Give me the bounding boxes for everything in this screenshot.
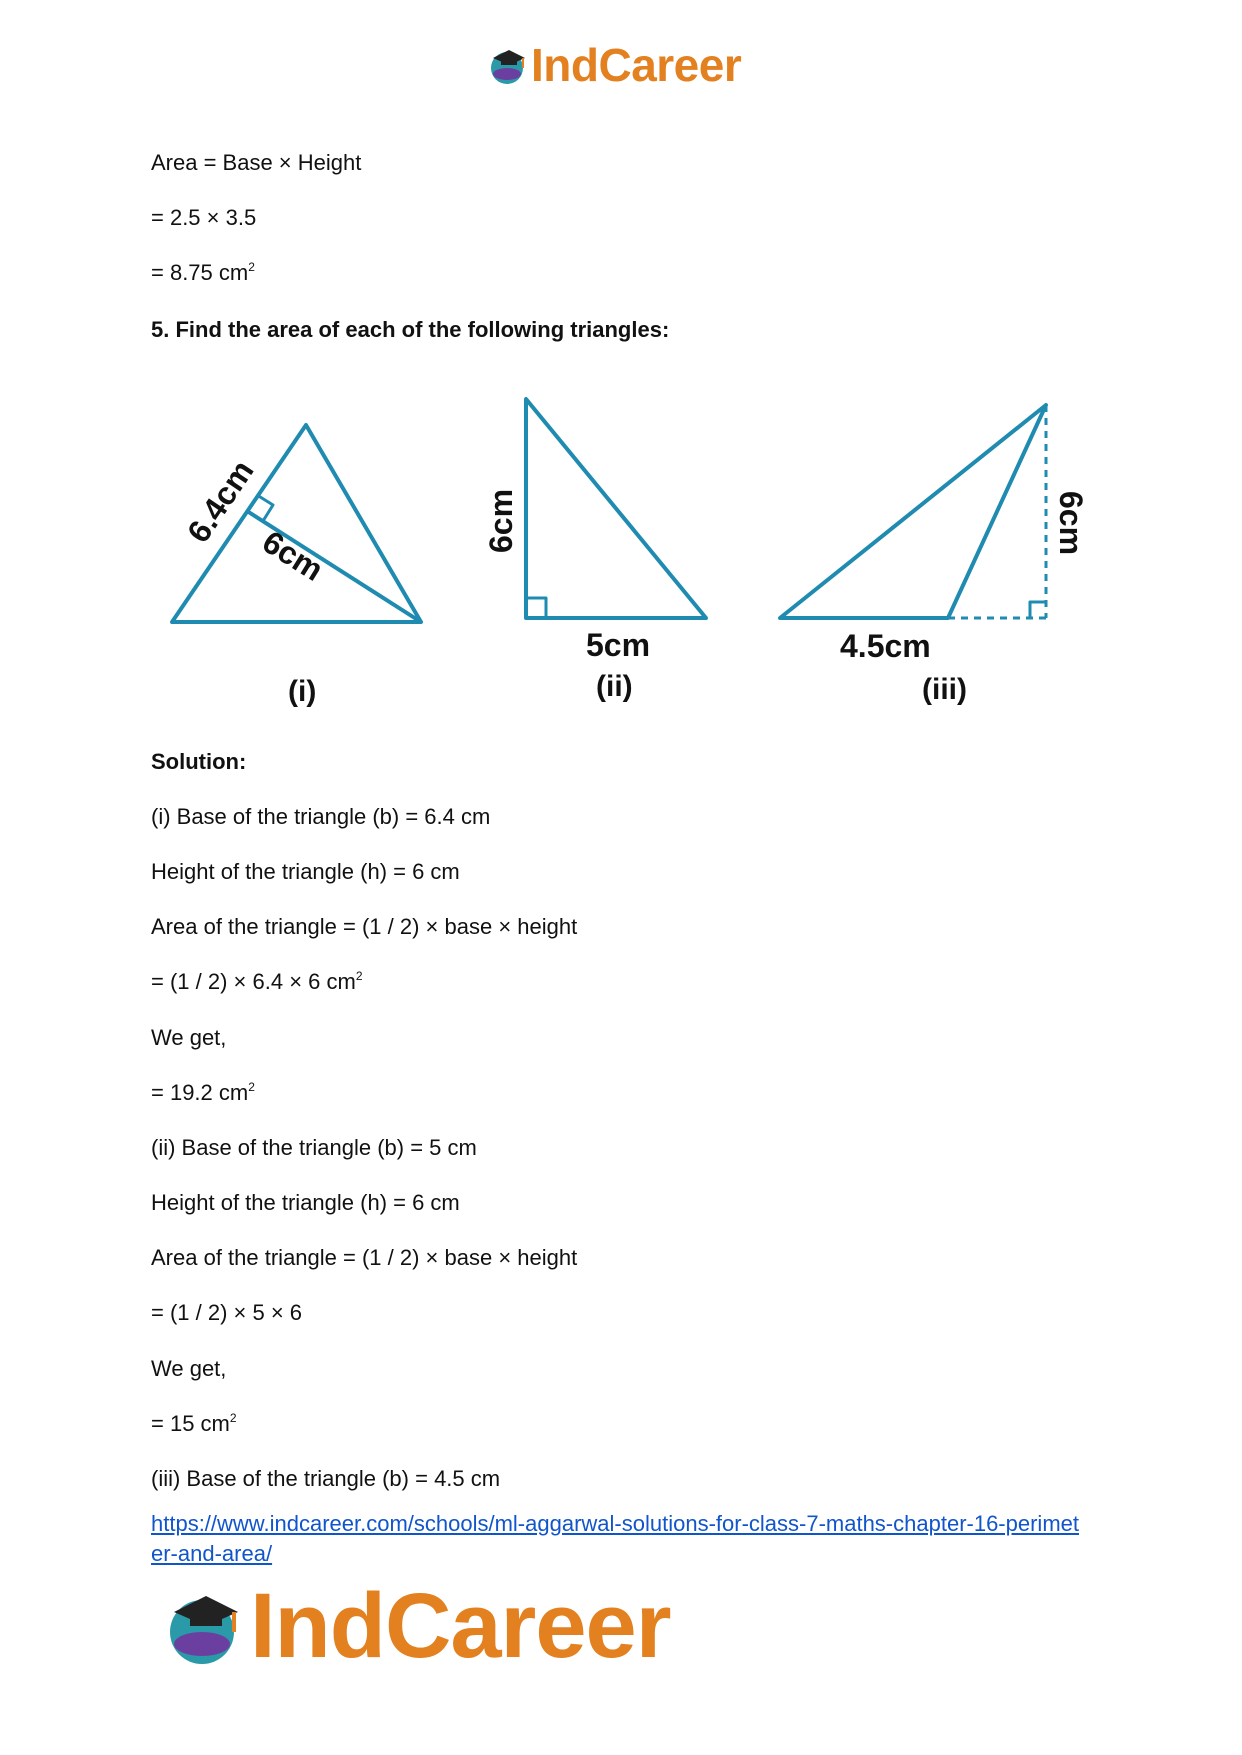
text-line: = (1 / 2) × 5 × 6 bbox=[151, 1300, 303, 1325]
label-6cm-iii: 6cm bbox=[1053, 491, 1089, 556]
brand-name: IndCareer bbox=[531, 39, 742, 91]
text-line: = 2.5 × 3.5 bbox=[151, 205, 257, 230]
text-line: Height of the triangle (h) = 6 cm bbox=[151, 859, 460, 884]
triangles-figure bbox=[150, 385, 1110, 715]
label-4-5cm: 4.5cm bbox=[840, 628, 931, 664]
label-5cm: 5cm bbox=[586, 627, 651, 663]
right-angle-marker bbox=[1030, 602, 1046, 618]
text-line: (ii) Base of the triangle (b) = 5 cm bbox=[151, 1135, 477, 1160]
text-line: We get, bbox=[151, 1356, 227, 1381]
brand-name: IndCareer bbox=[250, 1574, 671, 1677]
label-6-4cm: 6.4cm bbox=[179, 453, 261, 549]
question-heading: 5. Find the area of each of the following triangles: bbox=[151, 317, 670, 342]
text-line: Area = Base × Height bbox=[151, 150, 362, 175]
text-line: Area of the triangle = (1 / 2) × base × height bbox=[151, 914, 578, 939]
text-line: = 15 $cm^2$ bbox=[151, 1411, 237, 1436]
caption-ii: (ii) bbox=[596, 670, 633, 703]
text-line: Area of the triangle = (1 / 2) × base × height bbox=[151, 1245, 578, 1270]
text-line: = 8.75 $cm^2$ bbox=[151, 260, 255, 285]
label-6cm-ii: 6cm bbox=[483, 488, 519, 553]
solution-heading: Solution: bbox=[151, 749, 247, 774]
text-line: = 19.2 $cm^2$ bbox=[151, 1080, 255, 1105]
caption-i: (i) bbox=[288, 675, 317, 708]
graduation-globe-icon bbox=[162, 1584, 246, 1668]
graduation-globe-icon bbox=[487, 44, 529, 86]
source-link[interactable]: https://www.indcareer.com/schools/ml-aggarwal-solutions-for-class-7-maths-chapter-16-perimeter-and-area/ bbox=[151, 1511, 1079, 1566]
header-logo bbox=[487, 40, 741, 90]
triangle-ii bbox=[526, 399, 706, 618]
right-angle-marker bbox=[526, 598, 546, 618]
footer-logo bbox=[162, 1574, 671, 1677]
text-line: Height of the triangle (h) = 6 cm bbox=[151, 1190, 460, 1215]
caption-iii: (iii) bbox=[922, 673, 967, 706]
label-6cm: 6cm bbox=[256, 523, 330, 588]
text-line: We get, bbox=[151, 1025, 227, 1050]
triangle-iii bbox=[780, 405, 1046, 618]
text-line: = (1 / 2) × 6.4 × 6 $cm^2$ bbox=[151, 969, 363, 994]
text-line: (iii) Base of the triangle (b) = 4.5 cm bbox=[151, 1466, 501, 1491]
text-line: (i) Base of the triangle (b) = 6.4 cm bbox=[151, 804, 491, 829]
